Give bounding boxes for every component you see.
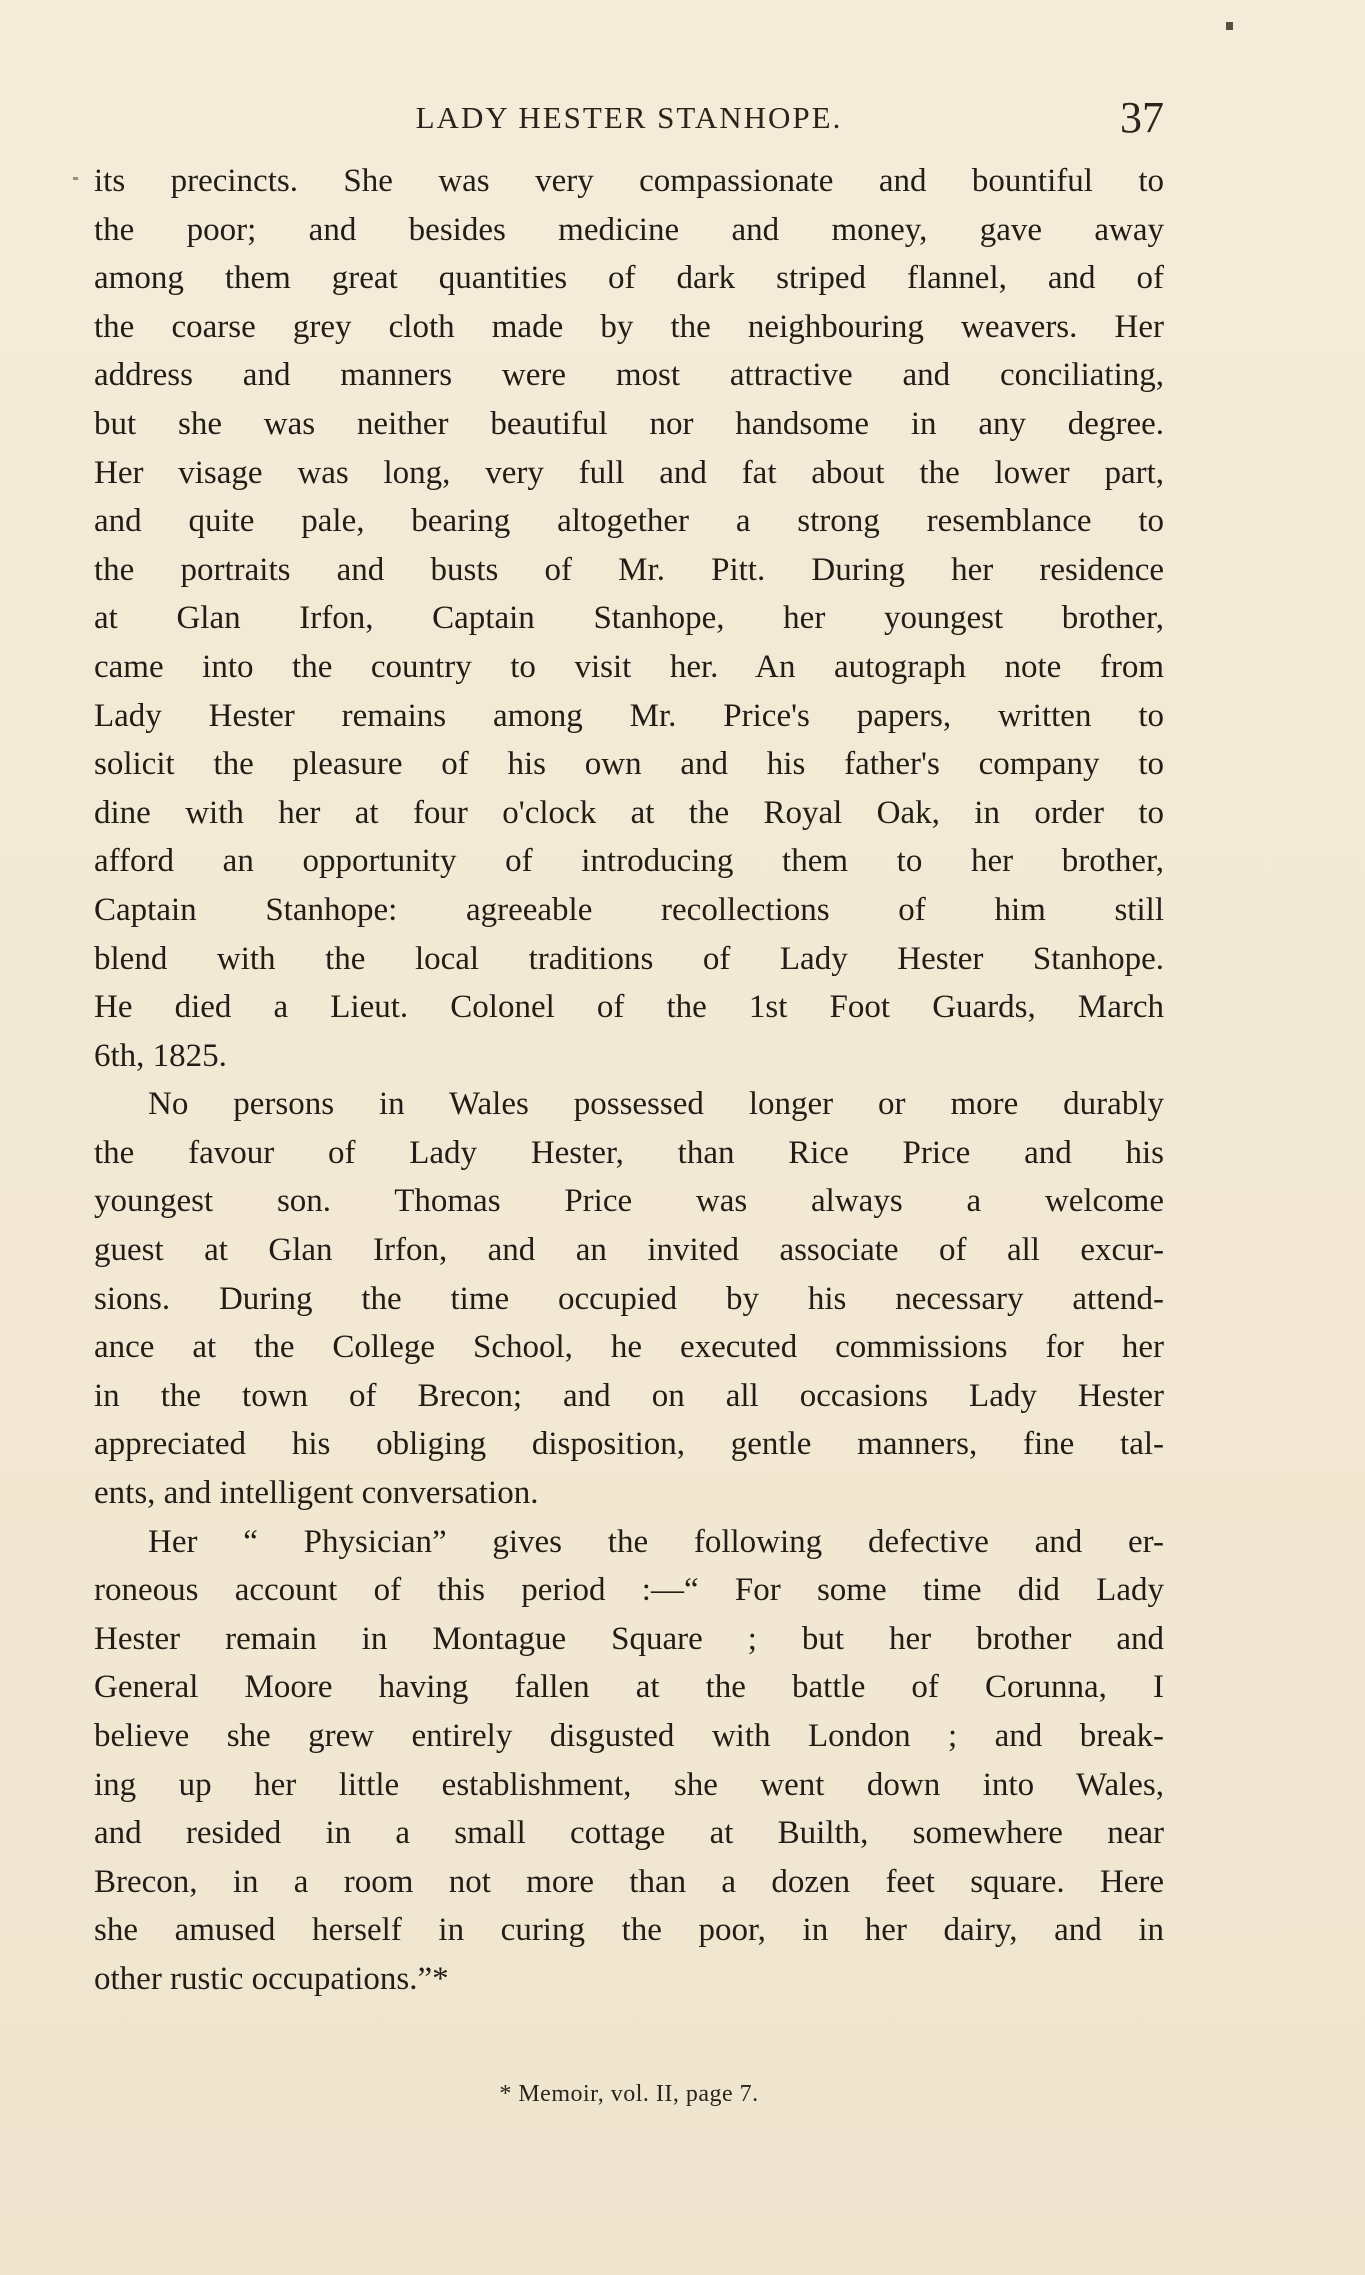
text-line: but she was neither beautiful nor handsome in any degree. bbox=[94, 405, 1164, 442]
text-line: 6th, 1825. bbox=[94, 1037, 227, 1074]
text-line: dine with her at four o'clock at the Royal Oak, in order to bbox=[94, 794, 1164, 831]
text-line: she amused herself in curing the poor, in her dairy, and in bbox=[94, 1912, 1164, 1949]
text-line: the portraits and busts of Mr. Pitt. During her residence bbox=[94, 551, 1164, 588]
text-line: believe she grew entirely disgusted with London ; and break- bbox=[94, 1718, 1164, 1754]
text-line: Lady Hester remains among Mr. Price's papers, written to bbox=[94, 697, 1164, 734]
paragraph-3 bbox=[94, 1518, 1164, 2004]
text-line: in the town of Brecon; and on all occasions Lady Hester bbox=[94, 1377, 1164, 1414]
text-line: address and manners were most attractive and conciliating, bbox=[94, 357, 1164, 394]
footnote: * Memoir, vol. II, page 7. bbox=[499, 2081, 759, 2107]
text-line: roneous account of this period :—“ For some time did Lady bbox=[94, 1572, 1164, 1609]
text-line: and resided in a small cottage at Builth, somewhere near bbox=[94, 1815, 1164, 1852]
text-line: other rustic occupations.”* bbox=[94, 1960, 449, 1997]
text-line: sions. During the time occupied by his necessary attend- bbox=[94, 1280, 1164, 1317]
margin-dot bbox=[73, 177, 78, 180]
text-line: ents, and intelligent conversation. bbox=[94, 1475, 539, 1512]
body-text bbox=[94, 157, 1164, 2004]
text-line: Her visage was long, very full and fat about the lower part, bbox=[94, 454, 1164, 491]
text-line: at Glan Irfon, Captain Stanhope, her youngest brother, bbox=[94, 600, 1164, 637]
corner-speck bbox=[1226, 22, 1233, 30]
text-line: guest at Glan Irfon, and an invited associate of all excur- bbox=[94, 1232, 1164, 1269]
text-line: the poor; and besides medicine and money, gave away bbox=[94, 211, 1164, 248]
text-line: its precincts. She was very compassionate and bountiful to bbox=[94, 163, 1164, 199]
text-line: came into the country to visit her. An autograph note from bbox=[94, 648, 1164, 685]
text-line: solicit the pleasure of his own and his father's company to bbox=[94, 746, 1164, 783]
text-line: Her “ Physician” gives the following defective and er- bbox=[148, 1523, 1164, 1560]
paragraph-1 bbox=[94, 157, 1164, 1080]
text-line: He died a Lieut. Colonel of the 1st Foot Guards, March bbox=[94, 989, 1164, 1026]
page-number: 37 bbox=[1120, 93, 1164, 142]
text-line: Captain Stanhope: agreeable recollections of him still bbox=[94, 891, 1164, 928]
text-line: and quite pale, bearing altogether a strong resemblance to bbox=[94, 503, 1164, 540]
text-line: the coarse grey cloth made by the neighbouring weavers. Her bbox=[94, 308, 1164, 345]
paragraph-2 bbox=[94, 1080, 1164, 1517]
text-line: ance at the College School, he executed commissions for her bbox=[94, 1329, 1164, 1366]
text-line: Hester remain in Montague Square ; but her brother and bbox=[94, 1620, 1164, 1657]
text-line: blend with the local traditions of Lady Hester Stanhope. bbox=[94, 940, 1164, 977]
text-line: appreciated his obliging disposition, gentle manners, fine tal- bbox=[94, 1426, 1164, 1463]
text-line: among them great quantities of dark striped flannel, and of bbox=[94, 260, 1164, 297]
text-line: ing up her little establishment, she went down into Wales, bbox=[94, 1766, 1164, 1803]
text-line: No persons in Wales possessed longer or more durably bbox=[148, 1086, 1164, 1123]
running-head bbox=[94, 92, 1164, 148]
text-line: General Moore having fallen at the battle of Corunna, I bbox=[94, 1669, 1164, 1706]
text-line: afford an opportunity of introducing them to her brother, bbox=[94, 843, 1164, 880]
text-line: youngest son. Thomas Price was always a welcome bbox=[94, 1183, 1164, 1220]
text-line: the favour of Lady Hester, than Rice Price and his bbox=[94, 1134, 1164, 1171]
running-head-title: LADY HESTER STANHOPE. bbox=[415, 100, 843, 135]
text-line: Brecon, in a room not more than a dozen feet square. Here bbox=[94, 1863, 1164, 1900]
